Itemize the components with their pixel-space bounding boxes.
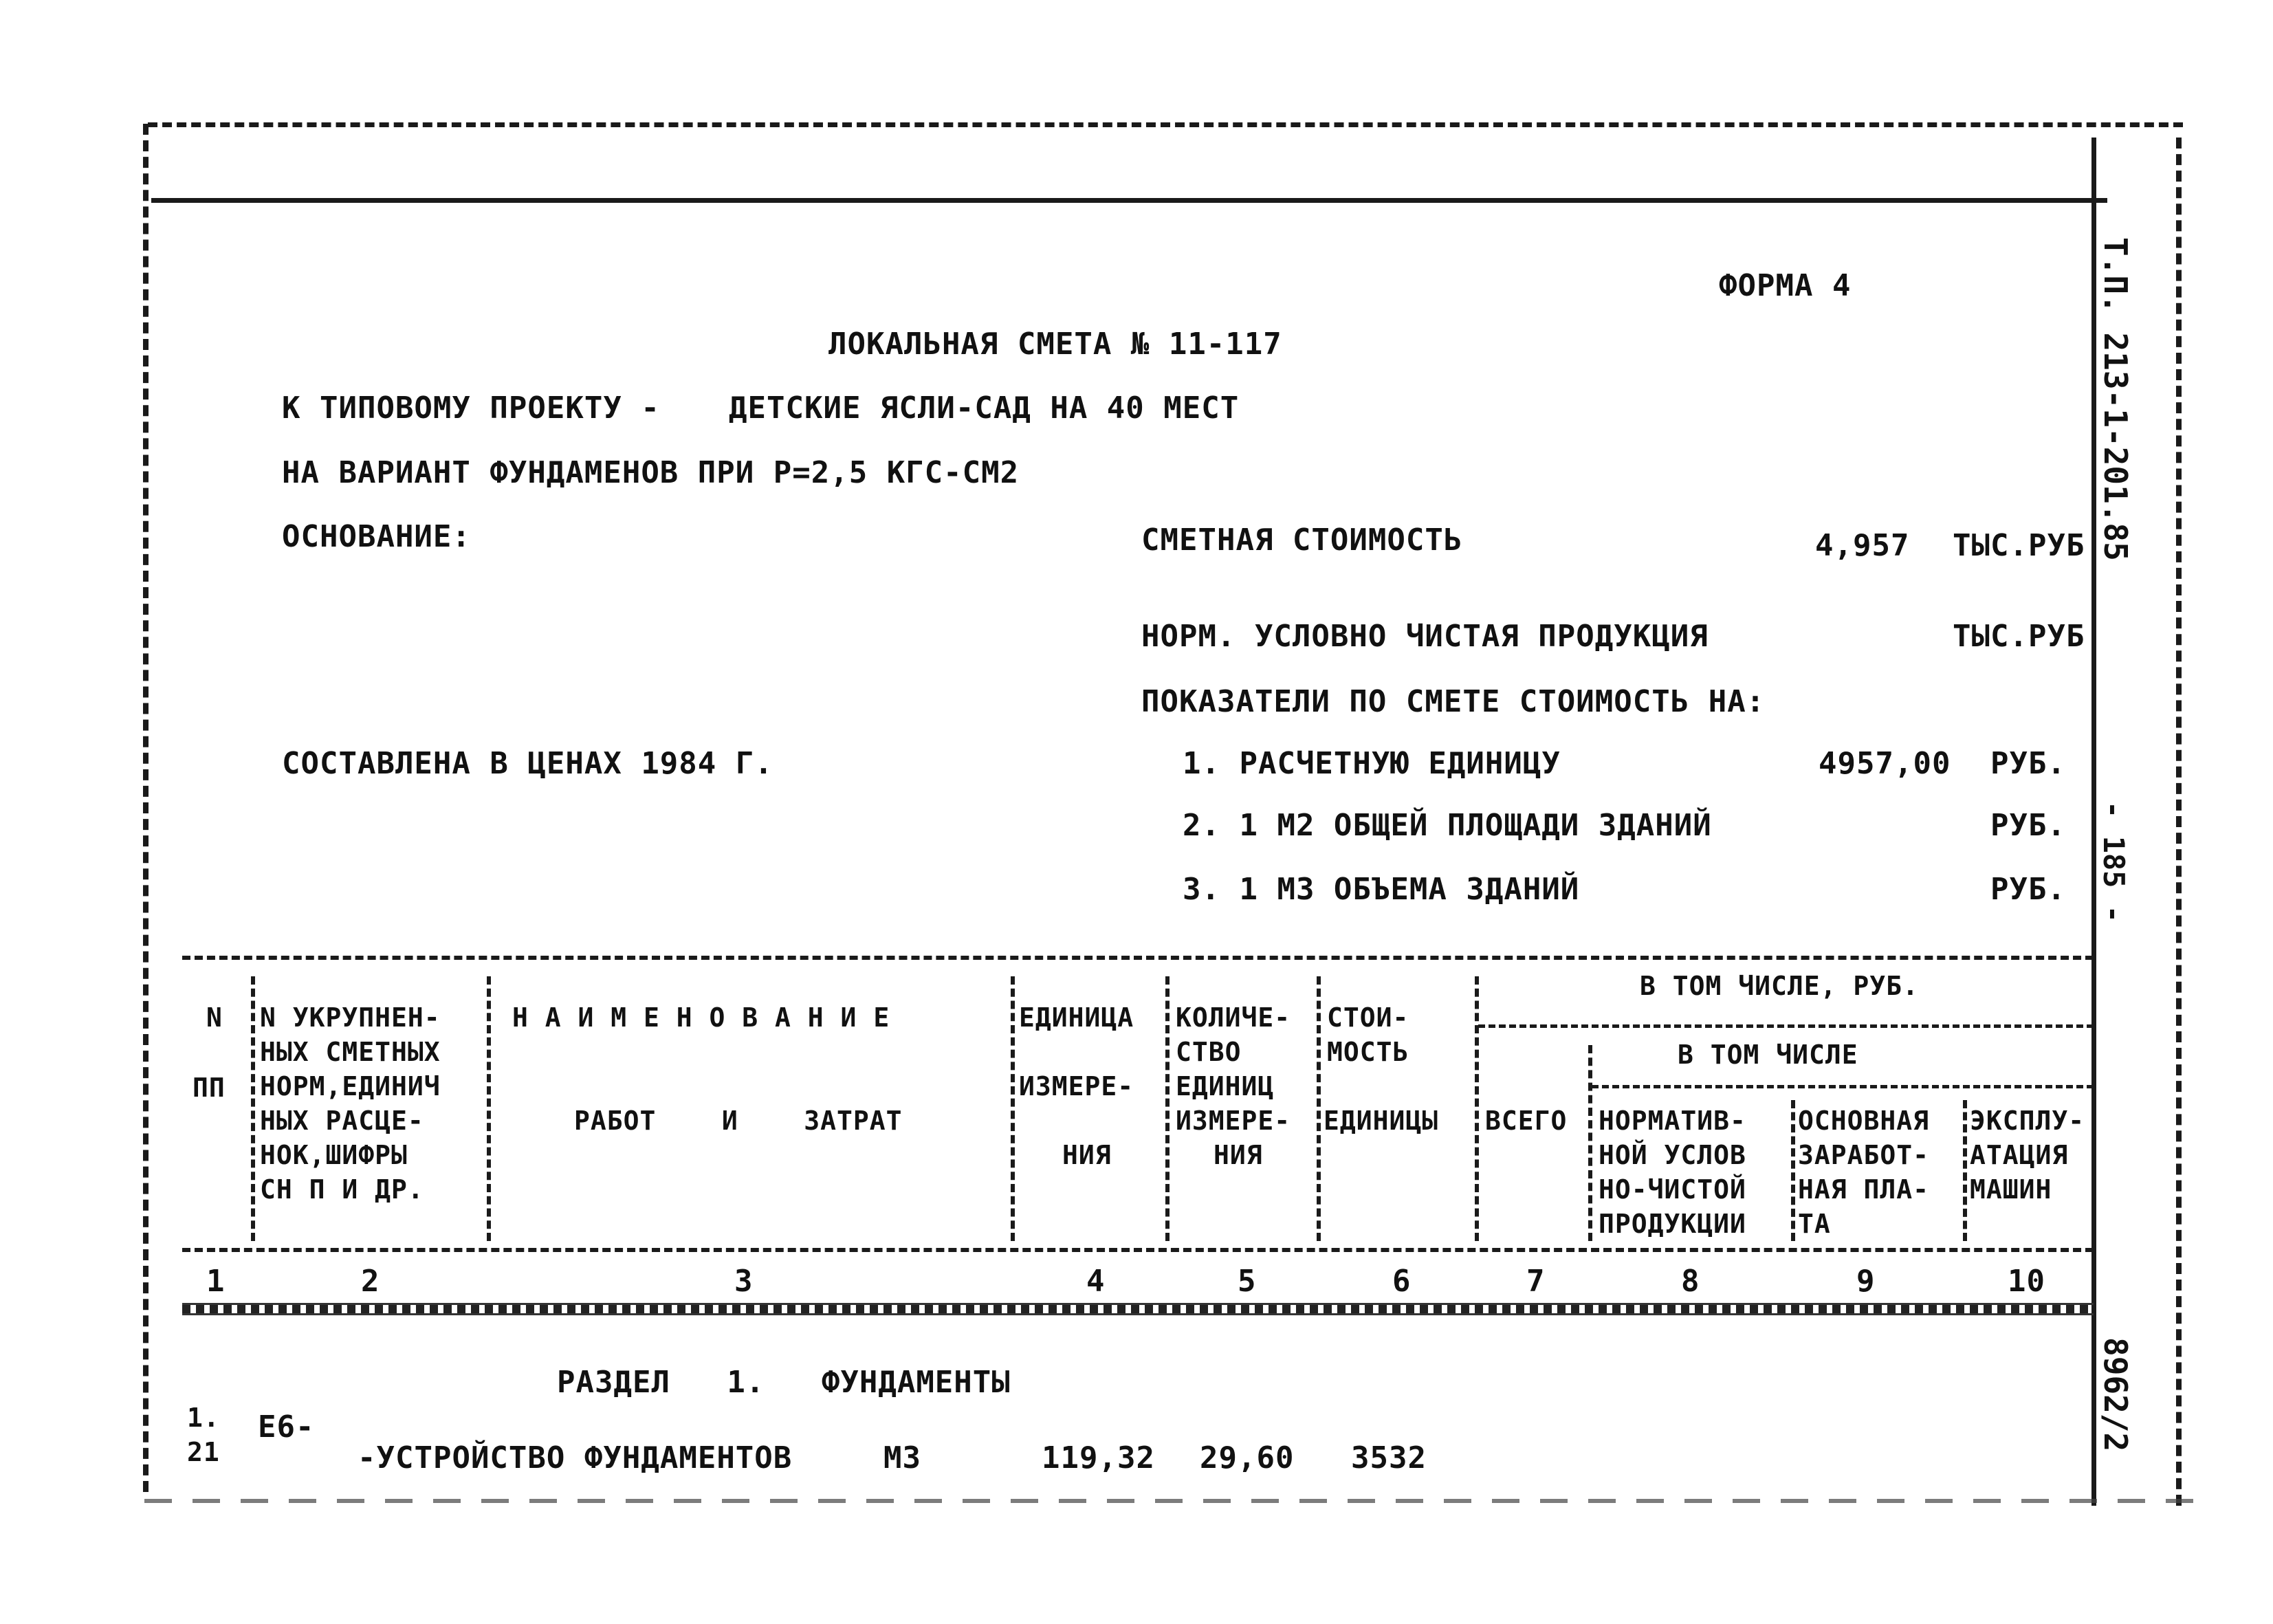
row-number-bottom: 21 xyxy=(187,1437,220,1467)
col-sep-1 xyxy=(251,976,255,1241)
hdr-group-sub: В ТОМ ЧИСЛЕ xyxy=(1678,1040,1858,1070)
frame-right-dashed xyxy=(2176,138,2182,1506)
hdr-col2-line1: N УКРУПНЕН- xyxy=(260,1002,441,1033)
hdr-col3-subtitle: РАБОТ И ЗАТРАТ xyxy=(574,1106,903,1136)
hdr-col6-line1: СТОИ- xyxy=(1327,1002,1409,1033)
estimated-cost-value: 4,957 xyxy=(1815,528,1910,563)
hdr-col9-line3: НАЯ ПЛА- xyxy=(1798,1174,1930,1205)
estimated-cost-unit: ТЫС.РУБ xyxy=(1953,528,2085,563)
col-number-1: 1 xyxy=(206,1264,226,1299)
col-number-4: 4 xyxy=(1086,1264,1106,1299)
col-sep-5 xyxy=(1317,976,1321,1241)
hdr-col1-line1: N xyxy=(206,1002,223,1033)
hdr-col2-line4: НЫХ РАСЦЕ- xyxy=(260,1106,424,1136)
side-project-code: Т.П. 213-1-201.85 xyxy=(2097,237,2134,561)
indicator-3-label: 3. 1 М3 ОБЪЕМА ЗДАНИЙ xyxy=(1183,872,1580,907)
hdr-col5-line2: СТВО xyxy=(1176,1037,1242,1067)
indicator-1-value: 4957,00 xyxy=(1819,746,1951,781)
col-number-3: 3 xyxy=(734,1264,754,1299)
row-unit-price: 29,60 xyxy=(1200,1440,1295,1475)
row-unit: М3 xyxy=(883,1440,921,1475)
section-title: РАЗДЕЛ 1. ФУНДАМЕНТЫ xyxy=(557,1365,1011,1400)
hdr-col8-line3: НО-ЧИСТОЙ xyxy=(1599,1174,1746,1205)
hdr-col9-line1: ОСНОВНАЯ xyxy=(1798,1106,1930,1136)
hdr-col2-line6: СН П И ДР. xyxy=(260,1174,424,1205)
hdr-col8-line1: НОРМАТИВ- xyxy=(1599,1106,1746,1136)
hdr-col5-line4: ИЗМЕРЕ- xyxy=(1176,1106,1291,1136)
col-sep-4 xyxy=(1165,976,1170,1241)
project-line-prefix: К ТИПОВОМУ ПРОЕКТУ - xyxy=(282,391,660,426)
hdr-col2-line5: НОК,ШИФРЫ xyxy=(260,1140,408,1170)
col-number-7: 7 xyxy=(1526,1264,1546,1299)
hdr-col2-line3: НОРМ,ЕДИНИЧ xyxy=(260,1071,441,1101)
indicator-3-unit: РУБ. xyxy=(1990,872,2066,907)
hdr-col4-line3: ИЗМЕРЕ- xyxy=(1019,1071,1134,1101)
group-sub-rule xyxy=(1478,1024,2094,1028)
estimated-cost-label: СМЕТНАЯ СТОИМОСТЬ xyxy=(1141,523,1463,558)
side-sheet-number: 8962/2 xyxy=(2097,1337,2134,1452)
indicators-label: ПОКАЗАТЕЛИ ПО СМЕТЕ СТОИМОСТЬ НА: xyxy=(1141,684,1766,719)
project-name: ДЕТСКИЕ ЯСЛИ-САД НА 40 МЕСТ xyxy=(729,391,1240,426)
basis-label: ОСНОВАНИЕ: xyxy=(282,519,471,554)
indicator-2-label: 2. 1 М2 ОБЩЕЙ ПЛОЩАДИ ЗДАНИЙ xyxy=(1183,808,1712,843)
col-number-10: 10 xyxy=(2008,1264,2045,1299)
col-sep-3 xyxy=(1011,976,1015,1241)
col-sep-7 xyxy=(1588,1045,1592,1241)
hdr-col10-line3: МАШИН xyxy=(1970,1174,2052,1205)
form-label: ФОРМА 4 xyxy=(1719,268,1852,303)
indicator-2-unit: РУБ. xyxy=(1990,808,2066,843)
indicator-1-unit: РУБ. xyxy=(1990,746,2066,781)
col-sep-9 xyxy=(1963,1100,1967,1241)
hdr-col8-line4: ПРОДУКЦИИ xyxy=(1599,1209,1746,1239)
col-sep-6 xyxy=(1475,976,1479,1241)
hdr-col9-line4: ТА xyxy=(1798,1209,1831,1239)
col-number-5: 5 xyxy=(1238,1264,1257,1299)
hdr-col3-title: Н А И М Е Н О В А Н И Е xyxy=(512,1002,890,1033)
row-name: -УСТРОЙСТВО ФУНДАМЕНТОВ xyxy=(358,1440,793,1475)
hdr-col5-line3: ЕДИНИЦ xyxy=(1176,1071,1275,1101)
hdr-col4-line5: НИЯ xyxy=(1062,1140,1112,1170)
indicator-1-label: 1. РАСЧЕТНУЮ ЕДИНИЦУ xyxy=(1183,746,1561,781)
hdr-col10-line1: ЭКСПЛУ- xyxy=(1970,1106,2085,1136)
frame-top-solid xyxy=(151,198,2107,203)
hdr-col5-line1: КОЛИЧЕ- xyxy=(1176,1002,1291,1033)
table-header-bottom-rule xyxy=(182,1248,2094,1252)
norm-product-unit: ТЫС.РУБ xyxy=(1953,619,2085,654)
table-column-numbers-rule xyxy=(182,1303,2094,1315)
frame-left-dashed xyxy=(143,124,149,1492)
hdr-col8-line2: НОЙ УСЛОВ xyxy=(1599,1140,1746,1170)
hdr-col6-line2: МОСТЬ xyxy=(1327,1037,1409,1067)
frame-right-line xyxy=(2091,138,2096,1506)
hdr-col4-line1: ЕДИНИЦА xyxy=(1019,1002,1134,1033)
row-code: Е6- xyxy=(258,1409,315,1445)
row-quantity: 119,32 xyxy=(1042,1440,1155,1475)
hdr-col10-line2: АТАЦИЯ xyxy=(1970,1140,2069,1170)
foundation-variant: НА ВАРИАНТ ФУНДАМЕНОВ ПРИ Р=2,5 КГС-СМ2 xyxy=(282,455,1020,490)
hdr-col7: ВСЕГО xyxy=(1485,1106,1568,1136)
row-number-top: 1. xyxy=(187,1403,220,1433)
hdr-col6-line4: ЕДИНИЦЫ xyxy=(1324,1106,1439,1136)
side-page-number: - 185 - xyxy=(2097,801,2131,923)
hdr-col5-line5: НИЯ xyxy=(1214,1140,1263,1170)
frame-top-dashed xyxy=(148,122,2183,127)
norm-product-label: НОРМ. УСЛОВНО ЧИСТАЯ ПРОДУКЦИЯ xyxy=(1141,619,1709,654)
col-sep-8 xyxy=(1791,1100,1795,1241)
table-header-top-rule xyxy=(182,956,2094,960)
hdr-col2-line2: НЫХ СМЕТНЫХ xyxy=(260,1037,441,1067)
col-number-9: 9 xyxy=(1856,1264,1876,1299)
row-total: 3532 xyxy=(1351,1440,1427,1475)
prices-label: СОСТАВЛЕНА В ЦЕНАХ 1984 Г. xyxy=(282,746,773,781)
hdr-group-top: В ТОМ ЧИСЛЕ, РУБ. xyxy=(1640,971,1919,1001)
bottom-edge-noise xyxy=(144,1499,2193,1503)
col-number-8: 8 xyxy=(1681,1264,1700,1299)
document-title: ЛОКАЛЬНАЯ СМЕТА № 11-117 xyxy=(828,327,1282,362)
col-number-6: 6 xyxy=(1392,1264,1412,1299)
col-sep-2 xyxy=(487,976,491,1241)
hdr-col9-line2: ЗАРАБОТ- xyxy=(1798,1140,1930,1170)
group-cols-rule xyxy=(1592,1085,2094,1088)
hdr-col1-line2: ПП xyxy=(193,1073,226,1103)
col-number-2: 2 xyxy=(361,1264,380,1299)
